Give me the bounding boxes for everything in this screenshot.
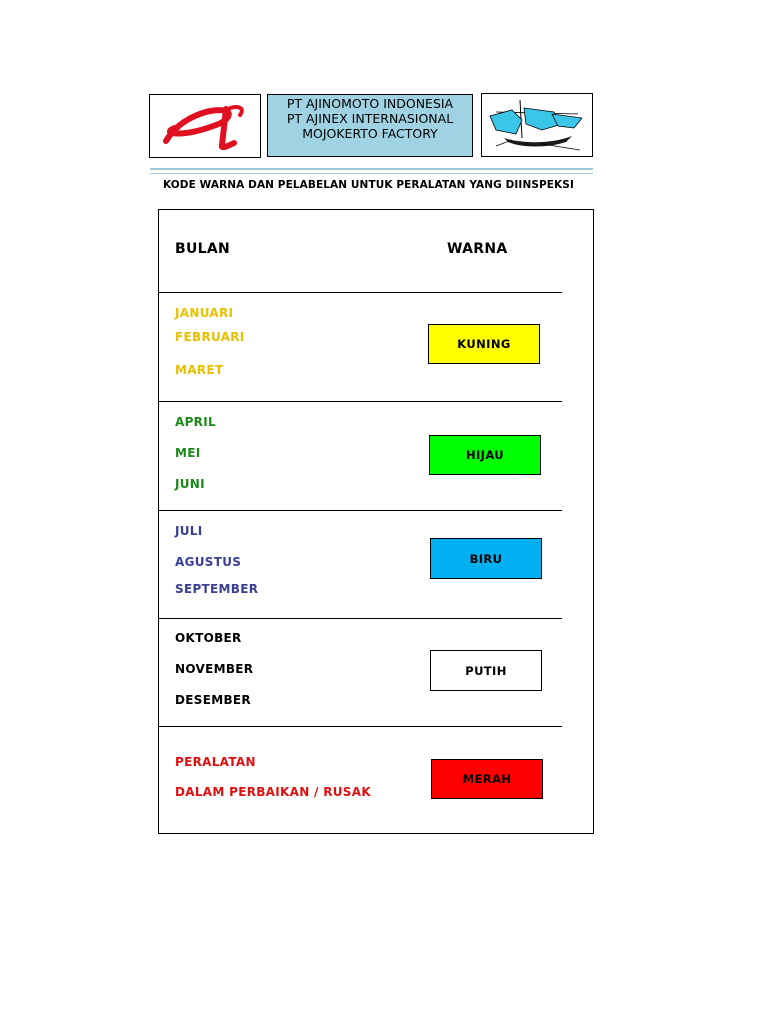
company-name-line-2: PT AJINEX INTERNASIONAL: [286, 111, 454, 126]
color-swatch-white: PUTIH: [430, 650, 542, 691]
month-label: NOVEMBER: [175, 662, 254, 676]
row-divider: [159, 618, 562, 619]
document-title: KODE WARNA DAN PELABELAN UNTUK PERALATAN YANG DIINSPEKSI: [163, 179, 574, 191]
ship-logo: [481, 93, 593, 157]
row-divider: [159, 292, 562, 293]
month-label: OKTOBER: [175, 631, 242, 645]
month-label: APRIL: [175, 415, 216, 429]
month-label: JUNI: [175, 477, 205, 491]
header-divider-top: [150, 168, 593, 170]
column-header-month: BULAN: [175, 241, 231, 257]
month-label: FEBRUARI: [175, 330, 245, 344]
ajinomoto-logo-icon: [150, 95, 260, 157]
color-swatch-yellow: KUNING: [428, 324, 540, 364]
month-label: AGUSTUS: [175, 555, 242, 569]
color-code-table: [158, 209, 594, 834]
sailing-ship-logo-icon: [482, 94, 592, 156]
factory-name-line: MOJOKERTO FACTORY: [302, 126, 438, 141]
month-label: DESEMBER: [175, 693, 251, 707]
header-divider-bottom: [150, 173, 593, 174]
equipment-label: PERALATAN: [175, 755, 256, 769]
ajinomoto-logo: [149, 94, 261, 158]
company-header: [267, 94, 473, 157]
color-swatch-red: MERAH: [431, 759, 543, 799]
row-divider: [159, 726, 562, 727]
row-divider: [159, 401, 562, 402]
month-label: JULI: [175, 524, 203, 538]
column-header-color: WARNA: [447, 241, 508, 257]
company-name-line-1: PT AJINOMOTO INDONESIA: [286, 96, 454, 111]
color-swatch-green: HIJAU: [429, 435, 541, 475]
month-label: MARET: [175, 363, 224, 377]
row-divider: [159, 510, 562, 511]
month-label: JANUARI: [175, 306, 234, 320]
repair-status-label: DALAM PERBAIKAN / RUSAK: [175, 785, 371, 799]
month-label: MEI: [175, 446, 201, 460]
month-label: SEPTEMBER: [175, 582, 259, 596]
color-swatch-blue: BIRU: [430, 538, 542, 579]
